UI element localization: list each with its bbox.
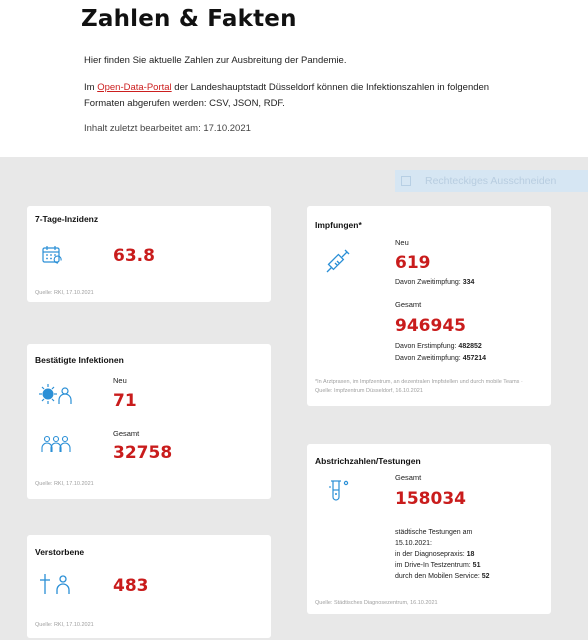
impfungen-new-label: Neu [395, 238, 409, 247]
last-updated: Inhalt zuletzt bearbeitet am: 17.10.2021 [84, 123, 251, 134]
card-impfungen [307, 206, 551, 406]
intro-text: Hier finden Sie aktuelle Zahlen zur Ausbreitung der Pandemie. [84, 55, 347, 66]
infektionen-total-label: Gesamt [113, 429, 140, 438]
impfungen-total-first: Davon Erstimpfung: 482852 [395, 343, 482, 350]
testungen-line3: in der Diagnosepraxis: 18 [395, 551, 475, 558]
card-testungen [307, 444, 551, 614]
impfungen-new-second: Davon Zweitimpfung: 334 [395, 279, 475, 286]
test-tube-icon [329, 478, 351, 504]
infektionen-source: Quelle: RKI, 17.10.2021 [35, 481, 94, 487]
infektionen-total-value: 32758 [113, 443, 173, 463]
page-header [0, 0, 588, 157]
group-people-icon [41, 434, 71, 454]
inzidenz-source: Quelle: RKI, 17.10.2021 [35, 290, 94, 296]
card-verstorbene [27, 535, 271, 638]
impfungen-total-second: Davon Zweitimpfung: 457214 [395, 355, 487, 362]
snip-tool-button[interactable] [395, 170, 588, 192]
infektionen-new-value: 71 [113, 391, 137, 411]
impfungen-footnote: *In Arztpraxen, im Impfzentrum, an dezentralen Impfstellen und durch mobile Teams · Quelle: Impfzentrum Düsseldorf, 16.10.2021 [315, 379, 523, 394]
infektionen-title: Bestätigte Infektionen [35, 355, 124, 365]
testungen-total-value: 158034 [395, 489, 466, 509]
verstorbene-title: Verstorbene [35, 547, 85, 557]
infektionen-new-label: Neu [113, 376, 127, 385]
impfungen-new-value: 619 [395, 253, 431, 273]
snip-rect-icon [401, 176, 411, 186]
cross-person-icon [39, 573, 73, 595]
calendar-icon [41, 244, 63, 266]
page-title: Zahlen & Fakten [81, 6, 297, 32]
testungen-total-label: Gesamt [395, 473, 422, 482]
syringe-icon [325, 248, 351, 274]
snip-tool-label: Rechteckiges Ausschneiden [425, 175, 557, 187]
testungen-line4: im Drive-In Testzentrum: 51 [395, 562, 481, 569]
testungen-line2: 15.10.2021: [395, 540, 432, 547]
card-infektionen [27, 344, 271, 499]
verstorbene-source: Quelle: RKI, 17.10.2021 [35, 622, 94, 628]
testungen-line5: durch den Mobilen Service: 52 [395, 573, 490, 580]
card-inzidenz [27, 206, 271, 302]
testungen-line1: städtische Testungen am [395, 529, 473, 536]
testungen-title: Abstrichzahlen/Testungen [315, 456, 421, 466]
inzidenz-title: 7-Tage-Inzidenz [35, 214, 99, 224]
inzidenz-value: 63.8 [113, 246, 155, 266]
impfungen-total-value: 946945 [395, 316, 466, 336]
open-data-portal-link[interactable]: Open-Data-Portal [97, 82, 172, 93]
opendata-text: Im Open-Data-Portal der Landeshauptstadt Düsseldorf können die Infektionszahlen in folgenden Formaten abgerufen werden: CSV, JSON, RDF. [84, 82, 490, 109]
impfungen-total-label: Gesamt [395, 300, 422, 309]
verstorbene-value: 483 [113, 576, 149, 596]
virus-person-icon [39, 382, 73, 406]
impfungen-title: Impfungen* [315, 220, 362, 230]
testungen-source: Quelle: Städtisches Diagnosezentrum, 16.10.2021 [315, 600, 438, 606]
